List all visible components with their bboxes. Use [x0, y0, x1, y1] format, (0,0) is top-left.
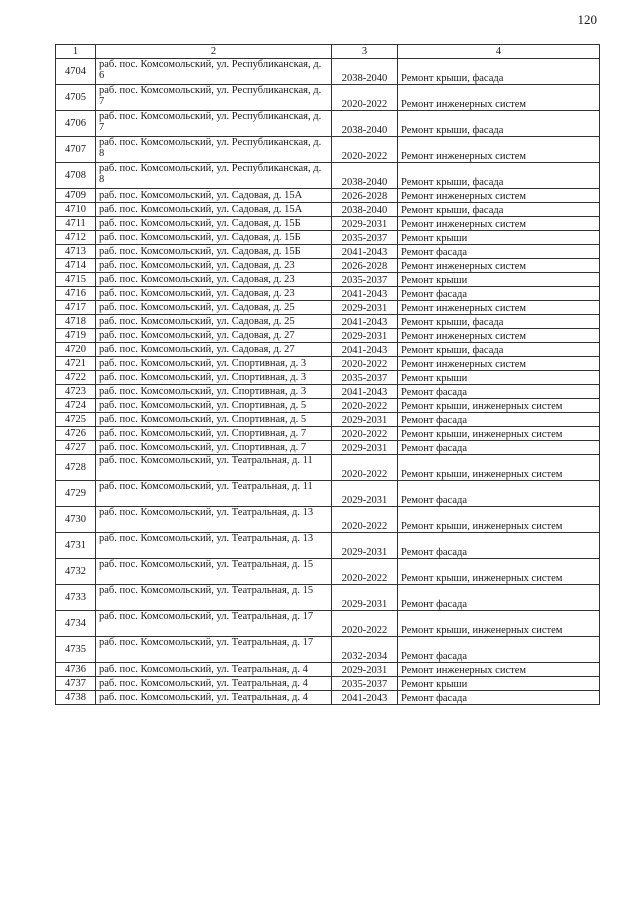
years-cell: 2035-2037 [332, 677, 398, 691]
work-type-cell: Ремонт инженерных систем [398, 357, 600, 371]
row-number-cell: 4727 [56, 441, 96, 455]
table-row [56, 427, 600, 441]
table-row [56, 637, 600, 663]
address-cell: раб. пос. Комсомольский, ул. Садовая, д. 23 [96, 287, 332, 301]
table-row [56, 59, 600, 85]
address-cell: раб. пос. Комсомольский, ул. Республиканская, д. 8 [96, 137, 332, 163]
work-type-cell: Ремонт фасада [398, 533, 600, 559]
row-number-cell: 4725 [56, 413, 96, 427]
work-type-cell: Ремонт крыши, инженерных систем [398, 507, 600, 533]
table-row [56, 559, 600, 585]
table-row [56, 413, 600, 427]
table-row [56, 85, 600, 111]
table-row [56, 385, 600, 399]
work-type-cell: Ремонт инженерных систем [398, 217, 600, 231]
work-type-cell: Ремонт фасада [398, 245, 600, 259]
years-cell: 2029-2031 [332, 441, 398, 455]
row-number-cell: 4735 [56, 637, 96, 663]
table-row [56, 371, 600, 385]
address-cell: раб. пос. Комсомольский, ул. Садовая, д. 25 [96, 301, 332, 315]
table-header-row [56, 45, 600, 59]
table-row [56, 677, 600, 691]
address-cell: раб. пос. Комсомольский, ул. Садовая, д. 27 [96, 329, 332, 343]
table-row [56, 611, 600, 637]
work-type-cell: Ремонт крыши [398, 273, 600, 287]
years-cell: 2020-2022 [332, 85, 398, 111]
address-cell: раб. пос. Комсомольский, ул. Театральная, д. 4 [96, 677, 332, 691]
address-cell: раб. пос. Комсомольский, ул. Республиканская, д. 6 [96, 59, 332, 85]
row-number-cell: 4712 [56, 231, 96, 245]
row-number-cell: 4716 [56, 287, 96, 301]
table-row [56, 481, 600, 507]
row-number-cell: 4726 [56, 427, 96, 441]
table-row [56, 287, 600, 301]
years-cell: 2041-2043 [332, 245, 398, 259]
years-cell: 2026-2028 [332, 189, 398, 203]
work-type-cell: Ремонт инженерных систем [398, 137, 600, 163]
work-type-cell: Ремонт инженерных систем [398, 189, 600, 203]
row-number-cell: 4711 [56, 217, 96, 231]
years-cell: 2035-2037 [332, 371, 398, 385]
row-number-cell: 4710 [56, 203, 96, 217]
address-cell: раб. пос. Комсомольский, ул. Театральная, д. 11 [96, 481, 332, 507]
address-cell: раб. пос. Комсомольский, ул. Садовая, д. 15Б [96, 231, 332, 245]
work-type-cell: Ремонт крыши, фасада [398, 111, 600, 137]
table-row [56, 259, 600, 273]
address-cell: раб. пос. Комсомольский, ул. Садовая, д. 15Б [96, 245, 332, 259]
table-row [56, 343, 600, 357]
years-cell: 2029-2031 [332, 533, 398, 559]
address-cell: раб. пос. Комсомольский, ул. Садовая, д. 23 [96, 259, 332, 273]
row-number-cell: 4723 [56, 385, 96, 399]
years-cell: 2041-2043 [332, 691, 398, 705]
work-type-cell: Ремонт крыши, инженерных систем [398, 455, 600, 481]
work-type-cell: Ремонт фасада [398, 691, 600, 705]
work-type-cell: Ремонт крыши, инженерных систем [398, 427, 600, 441]
table-row [56, 137, 600, 163]
work-type-cell: Ремонт крыши, инженерных систем [398, 559, 600, 585]
table-row [56, 301, 600, 315]
row-number-cell: 4722 [56, 371, 96, 385]
table-row [56, 585, 600, 611]
address-cell: раб. пос. Комсомольский, ул. Спортивная, д. 5 [96, 399, 332, 413]
address-cell: раб. пос. Комсомольский, ул. Театральная, д. 4 [96, 691, 332, 705]
address-cell: раб. пос. Комсомольский, ул. Республиканская, д. 7 [96, 85, 332, 111]
table-row [56, 441, 600, 455]
years-cell: 2020-2022 [332, 427, 398, 441]
work-type-cell: Ремонт крыши [398, 371, 600, 385]
row-number-cell: 4732 [56, 559, 96, 585]
work-type-cell: Ремонт крыши, фасада [398, 59, 600, 85]
table-row [56, 507, 600, 533]
table-row [56, 329, 600, 343]
table-row [56, 357, 600, 371]
years-cell: 2038-2040 [332, 111, 398, 137]
years-cell: 2020-2022 [332, 137, 398, 163]
years-cell: 2020-2022 [332, 399, 398, 413]
column-header-number: 1 [56, 45, 96, 59]
row-number-cell: 4720 [56, 343, 96, 357]
years-cell: 2038-2040 [332, 163, 398, 189]
address-cell: раб. пос. Комсомольский, ул. Театральная, д. 13 [96, 507, 332, 533]
page-number: 120 [577, 12, 597, 27]
address-cell: раб. пос. Комсомольский, ул. Театральная, д. 17 [96, 611, 332, 637]
work-type-cell: Ремонт фасада [398, 585, 600, 611]
row-number-cell: 4724 [56, 399, 96, 413]
work-type-cell: Ремонт инженерных систем [398, 329, 600, 343]
years-cell: 2020-2022 [332, 507, 398, 533]
work-type-cell: Ремонт крыши [398, 677, 600, 691]
row-number-cell: 4708 [56, 163, 96, 189]
years-cell: 2038-2040 [332, 203, 398, 217]
years-cell: 2029-2031 [332, 413, 398, 427]
address-cell: раб. пос. Комсомольский, ул. Садовая, д. 25 [96, 315, 332, 329]
years-cell: 2029-2031 [332, 481, 398, 507]
address-cell: раб. пос. Комсомольский, ул. Республиканская, д. 8 [96, 163, 332, 189]
table-row [56, 273, 600, 287]
table-body [56, 59, 600, 705]
address-cell: раб. пос. Комсомольский, ул. Садовая, д. 27 [96, 343, 332, 357]
address-cell: раб. пос. Комсомольский, ул. Садовая, д. 15Б [96, 217, 332, 231]
address-cell: раб. пос. Комсомольский, ул. Спортивная, д. 3 [96, 357, 332, 371]
address-cell: раб. пос. Комсомольский, ул. Театральная, д. 17 [96, 637, 332, 663]
address-cell: раб. пос. Комсомольский, ул. Театральная, д. 4 [96, 663, 332, 677]
row-number-cell: 4736 [56, 663, 96, 677]
years-cell: 2038-2040 [332, 59, 398, 85]
table-row [56, 163, 600, 189]
years-cell: 2041-2043 [332, 287, 398, 301]
repair-schedule-table [55, 44, 600, 705]
row-number-cell: 4737 [56, 677, 96, 691]
work-type-cell: Ремонт инженерных систем [398, 663, 600, 677]
years-cell: 2020-2022 [332, 357, 398, 371]
row-number-cell: 4733 [56, 585, 96, 611]
years-cell: 2020-2022 [332, 559, 398, 585]
years-cell: 2020-2022 [332, 455, 398, 481]
table-row [56, 203, 600, 217]
table-row [56, 245, 600, 259]
row-number-cell: 4721 [56, 357, 96, 371]
work-type-cell: Ремонт крыши, инженерных систем [398, 399, 600, 413]
work-type-cell: Ремонт крыши, фасада [398, 343, 600, 357]
table-row [56, 399, 600, 413]
years-cell: 2020-2022 [332, 611, 398, 637]
row-number-cell: 4707 [56, 137, 96, 163]
work-type-cell: Ремонт фасада [398, 385, 600, 399]
table-row [56, 315, 600, 329]
row-number-cell: 4734 [56, 611, 96, 637]
years-cell: 2029-2031 [332, 663, 398, 677]
address-cell: раб. пос. Комсомольский, ул. Театральная, д. 15 [96, 559, 332, 585]
address-cell: раб. пос. Комсомольский, ул. Спортивная, д. 7 [96, 441, 332, 455]
table-row [56, 111, 600, 137]
years-cell: 2035-2037 [332, 231, 398, 245]
address-cell: раб. пос. Комсомольский, ул. Театральная, д. 11 [96, 455, 332, 481]
column-header-years: 3 [332, 45, 398, 59]
address-cell: раб. пос. Комсомольский, ул. Спортивная, д. 5 [96, 413, 332, 427]
column-header-address: 2 [96, 45, 332, 59]
years-cell: 2026-2028 [332, 259, 398, 273]
years-cell: 2035-2037 [332, 273, 398, 287]
row-number-cell: 4729 [56, 481, 96, 507]
work-type-cell: Ремонт крыши [398, 231, 600, 245]
years-cell: 2041-2043 [332, 343, 398, 357]
work-type-cell: Ремонт инженерных систем [398, 301, 600, 315]
work-type-cell: Ремонт фасада [398, 481, 600, 507]
table-row [56, 455, 600, 481]
address-cell: раб. пос. Комсомольский, ул. Садовая, д. 15А [96, 189, 332, 203]
work-type-cell: Ремонт крыши, инженерных систем [398, 611, 600, 637]
row-number-cell: 4731 [56, 533, 96, 559]
table-row [56, 231, 600, 245]
table-row [56, 663, 600, 677]
work-type-cell: Ремонт крыши, фасада [398, 163, 600, 189]
work-type-cell: Ремонт фасада [398, 441, 600, 455]
address-cell: раб. пос. Комсомольский, ул. Садовая, д. 23 [96, 273, 332, 287]
years-cell: 2029-2031 [332, 301, 398, 315]
work-type-cell: Ремонт фасада [398, 413, 600, 427]
table-row [56, 533, 600, 559]
work-type-cell: Ремонт крыши, фасада [398, 203, 600, 217]
row-number-cell: 4718 [56, 315, 96, 329]
address-cell: раб. пос. Комсомольский, ул. Республиканская, д. 7 [96, 111, 332, 137]
work-type-cell: Ремонт инженерных систем [398, 85, 600, 111]
address-cell: раб. пос. Комсомольский, ул. Спортивная, д. 3 [96, 385, 332, 399]
row-number-cell: 4719 [56, 329, 96, 343]
table-row [56, 691, 600, 705]
work-type-cell: Ремонт инженерных систем [398, 259, 600, 273]
years-cell: 2041-2043 [332, 315, 398, 329]
row-number-cell: 4705 [56, 85, 96, 111]
row-number-cell: 4704 [56, 59, 96, 85]
table-row [56, 217, 600, 231]
work-type-cell: Ремонт крыши, фасада [398, 315, 600, 329]
row-number-cell: 4728 [56, 455, 96, 481]
row-number-cell: 4715 [56, 273, 96, 287]
years-cell: 2041-2043 [332, 385, 398, 399]
address-cell: раб. пос. Комсомольский, ул. Театральная, д. 13 [96, 533, 332, 559]
address-cell: раб. пос. Комсомольский, ул. Театральная, д. 15 [96, 585, 332, 611]
years-cell: 2032-2034 [332, 637, 398, 663]
address-cell: раб. пос. Комсомольский, ул. Спортивная, д. 7 [96, 427, 332, 441]
years-cell: 2029-2031 [332, 217, 398, 231]
years-cell: 2029-2031 [332, 329, 398, 343]
row-number-cell: 4713 [56, 245, 96, 259]
work-type-cell: Ремонт фасада [398, 287, 600, 301]
row-number-cell: 4714 [56, 259, 96, 273]
row-number-cell: 4709 [56, 189, 96, 203]
work-type-cell: Ремонт фасада [398, 637, 600, 663]
address-cell: раб. пос. Комсомольский, ул. Спортивная, д. 3 [96, 371, 332, 385]
row-number-cell: 4730 [56, 507, 96, 533]
address-cell: раб. пос. Комсомольский, ул. Садовая, д. 15А [96, 203, 332, 217]
row-number-cell: 4706 [56, 111, 96, 137]
row-number-cell: 4738 [56, 691, 96, 705]
table-row [56, 189, 600, 203]
column-header-work-type: 4 [398, 45, 600, 59]
years-cell: 2029-2031 [332, 585, 398, 611]
row-number-cell: 4717 [56, 301, 96, 315]
